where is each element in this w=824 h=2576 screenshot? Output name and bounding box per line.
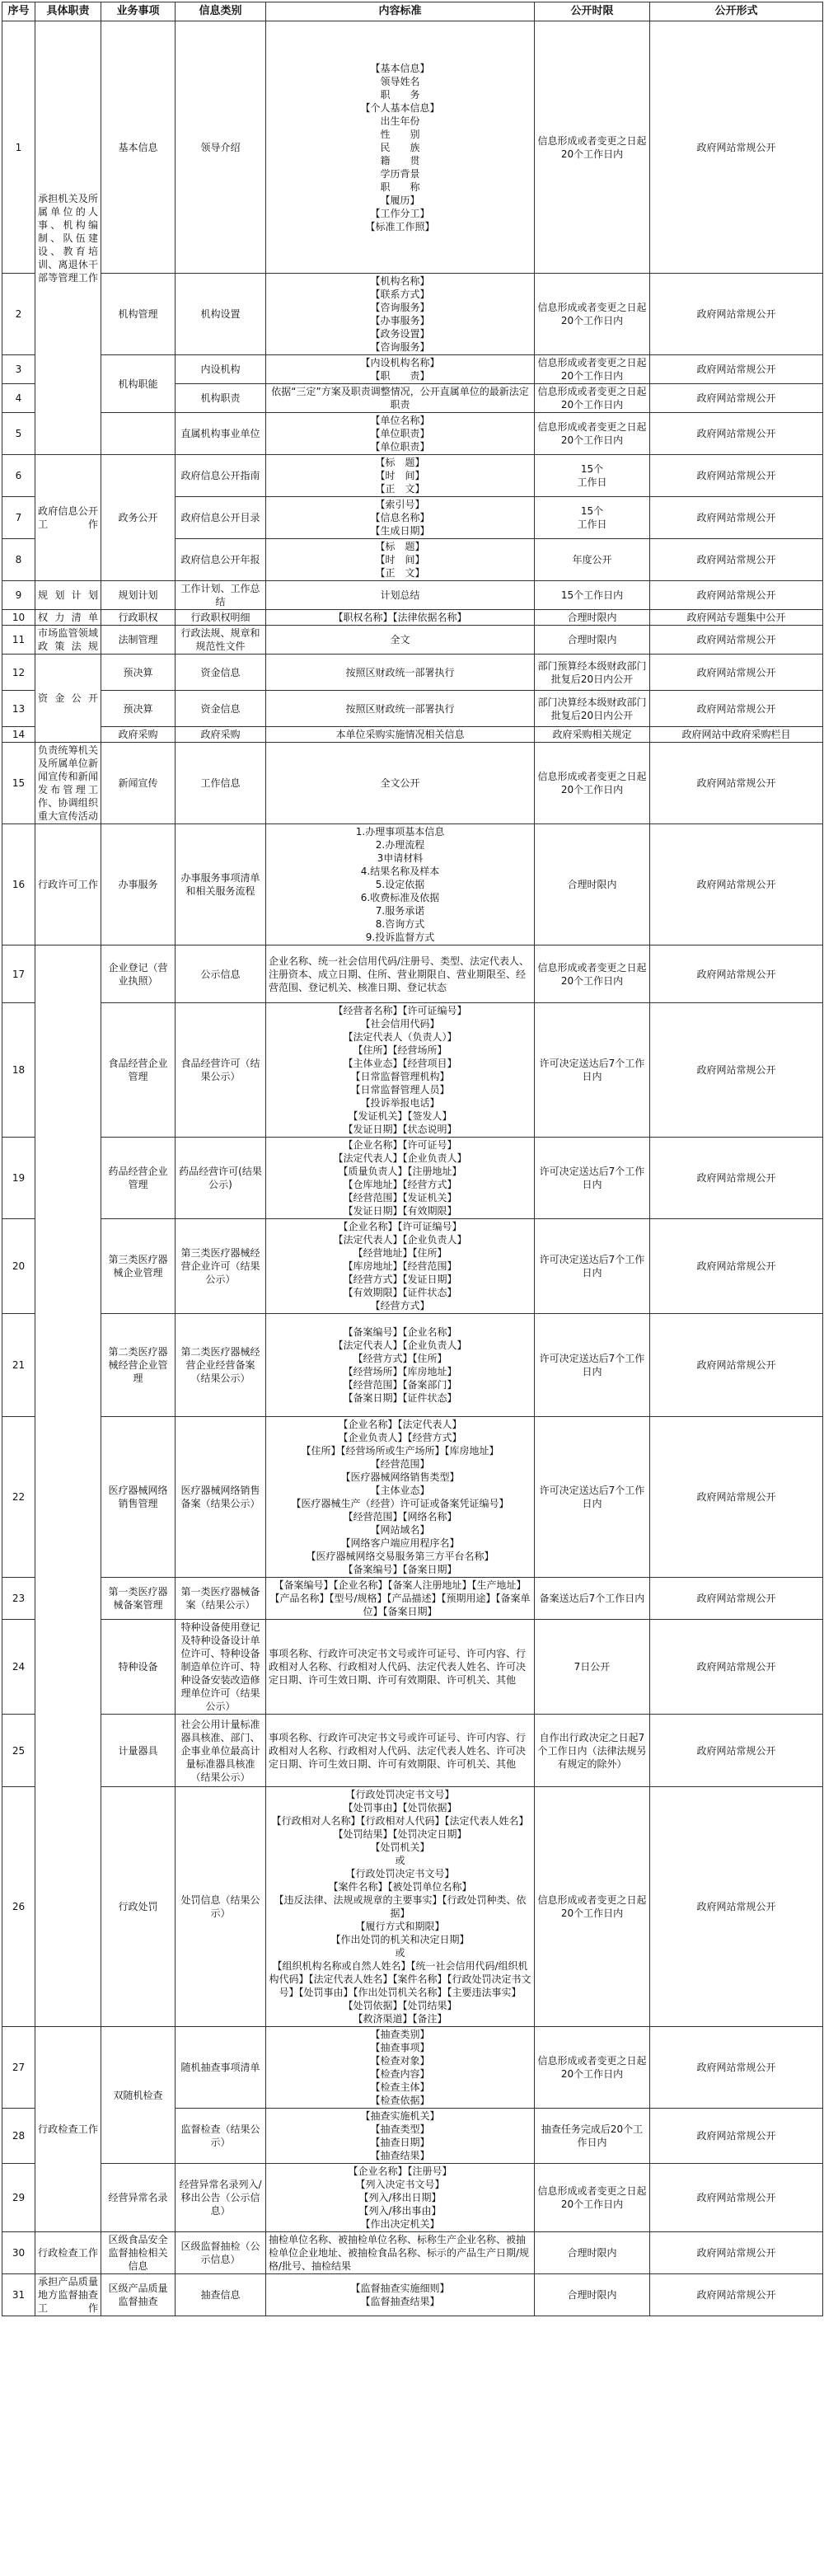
disclosure-form-cell: 政府网站常规公开 bbox=[650, 1003, 823, 1138]
time-limit-cell: 备案送达后7个工作日内 bbox=[535, 1578, 650, 1620]
table-row bbox=[2, 945, 823, 1003]
time-limit-cell: 年度公开 bbox=[535, 539, 650, 581]
content-standard-cell: 事项名称、行政许可决定书文号或许可证号、许可内容、行政相对人名称、行政相对人代码、法定代表人姓名、许可决定日期、许可生效日期、许可有效期限、许可机关、其他 bbox=[266, 1715, 535, 1787]
info-category-cell: 药品经营许可(结果公示) bbox=[176, 1138, 266, 1219]
info-category-cell: 机构设置 bbox=[176, 274, 266, 355]
row-number: 21 bbox=[2, 1314, 35, 1417]
row-number: 24 bbox=[2, 1620, 35, 1715]
content-standard-cell: 【企业名称】【法定代表人】 【企业负责人】【经营方式】 【住所】【经营场所或生产场所】【库房地址】 【经营范围】 【医疗器械网络销售类型】 【主体业态】 【医疗器械生产（经营）许可证或备案凭证编号】 【经营范围】【网络名称】 【网站域名】 【网络客户端应用程序名】 【医疗器械网络交易服务第三方平台名称】 【备案编号】【备案日期】 bbox=[266, 1417, 535, 1578]
business-item-cell: 行政处罚 bbox=[101, 1787, 176, 2027]
business-item-cell: 规划计划 bbox=[101, 581, 176, 610]
content-standard-cell: 【企业名称】【许可证号】 【法定代表人】【企业负责人】 【质量负责人】【注册地址】 【仓库地址】【经营方式】 【经营范围】【发证机关】 【发证日期】【有效期限】 bbox=[266, 1138, 535, 1219]
time-limit-cell: 15个 工作日 bbox=[535, 497, 650, 539]
business-item-cell: 区级产品质量监督抽查 bbox=[101, 2274, 176, 2316]
table-row bbox=[2, 1417, 823, 1578]
info-category-cell: 区级监督抽检（公示信息） bbox=[176, 2232, 266, 2274]
duty-cell: 政府信息公开工作 bbox=[35, 455, 101, 581]
content-standard-cell: 按照区财政统一部署执行 bbox=[266, 655, 535, 691]
info-category-cell: 工作计划、工作总结 bbox=[176, 581, 266, 610]
content-standard-cell: 【备案编号】【企业名称】【备案人注册地址】【生产地址】【产品名称】【型号/规格】【产品描述】【预期用途】【备案单位】【备案日期】 bbox=[266, 1578, 535, 1620]
disclosure-form-cell: 政府网站常规公开 bbox=[650, 21, 823, 274]
business-item-cell bbox=[101, 413, 176, 455]
row-number: 18 bbox=[2, 1003, 35, 1138]
table-row bbox=[2, 1578, 823, 1620]
header-form: 公开形式 bbox=[650, 2, 823, 21]
time-limit-cell: 信息形成或者变更之日起20个工作日内 bbox=[535, 413, 650, 455]
info-category-cell: 食品经营许可（结果公示） bbox=[176, 1003, 266, 1138]
info-category-cell: 工作信息 bbox=[176, 743, 266, 824]
disclosure-table bbox=[2, 2, 823, 2316]
time-limit-cell: 合理时限内 bbox=[535, 610, 650, 626]
row-number: 17 bbox=[2, 945, 35, 1003]
row-number: 28 bbox=[2, 2109, 35, 2164]
disclosure-form-cell: 政府网站常规公开 bbox=[650, 2109, 823, 2164]
table-row bbox=[2, 274, 823, 355]
info-category-cell: 机构职责 bbox=[176, 384, 266, 413]
business-item-cell: 第二类医疗器械经营企业管理 bbox=[101, 1314, 176, 1417]
duty-cell: 行政检查工作 bbox=[35, 2027, 101, 2232]
info-category-cell: 行政法规、规章和规范性文件 bbox=[176, 626, 266, 655]
disclosure-form-cell: 政府网站常规公开 bbox=[650, 655, 823, 691]
row-number: 1 bbox=[2, 21, 35, 274]
row-number: 6 bbox=[2, 455, 35, 497]
disclosure-form-cell: 政府网站常规公开 bbox=[650, 413, 823, 455]
time-limit-cell: 15个 工作日 bbox=[535, 455, 650, 497]
disclosure-form-cell: 政府网站常规公开 bbox=[650, 2164, 823, 2232]
content-standard-cell: 【企业名称】【许可证编号】 【法定代表人】【企业负责人】 【经营地址】【住所】 【库房地址】【经营范围】 【经营方式】【发证日期】 【有效期限】【证件状态】 【经营方式】 bbox=[266, 1219, 535, 1314]
table-row bbox=[2, 1138, 823, 1219]
disclosure-form-cell: 政府网站常规公开 bbox=[650, 539, 823, 581]
time-limit-cell: 信息形成或者变更之日起20个工作日内 bbox=[535, 274, 650, 355]
time-limit-cell: 信息形成或者变更之日起20个工作日内 bbox=[535, 355, 650, 384]
table-row bbox=[2, 355, 823, 384]
row-number: 7 bbox=[2, 497, 35, 539]
table-row bbox=[2, 655, 823, 691]
info-category-cell: 直属机构事业单位 bbox=[176, 413, 266, 455]
info-category-cell: 监督检查（结果公示） bbox=[176, 2109, 266, 2164]
content-standard-cell: 【单位名称】 【单位职责】 【单位职责】 bbox=[266, 413, 535, 455]
info-category-cell: 特种设备使用登记及特种设备设计单位许可、特种设备制造单位许可、特种设备安装改造修理单位许可（结果公示） bbox=[176, 1620, 266, 1715]
business-item-cell: 特种设备 bbox=[101, 1620, 176, 1715]
time-limit-cell: 自作出行政决定之日起7个工作日内（法律法规另有规定的除外） bbox=[535, 1715, 650, 1787]
disclosure-form-cell: 政府网站常规公开 bbox=[650, 626, 823, 655]
table-row bbox=[2, 743, 823, 824]
disclosure-form-cell: 政府网站常规公开 bbox=[650, 497, 823, 539]
table-row bbox=[2, 1219, 823, 1314]
disclosure-form-cell: 政府网站常规公开 bbox=[650, 355, 823, 384]
table-row bbox=[2, 2164, 823, 2232]
info-category-cell: 随机抽查事项清单 bbox=[176, 2027, 266, 2109]
disclosure-form-cell: 政府网站专题集中公开 bbox=[650, 610, 823, 626]
row-number: 12 bbox=[2, 655, 35, 691]
business-item-cell: 第一类医疗器械备案管理 bbox=[101, 1578, 176, 1620]
duty-cell: 行政检查工作 bbox=[35, 2232, 101, 2274]
business-item-cell: 医疗器械网络销售管理 bbox=[101, 1417, 176, 1578]
table-header-row bbox=[2, 2, 823, 21]
header-content: 内容标准 bbox=[266, 2, 535, 21]
table-row bbox=[2, 1715, 823, 1787]
time-limit-cell: 部门决算经本级财政部门批复后20日内公开 bbox=[535, 691, 650, 727]
content-standard-cell: 本单位采购实施情况相关信息 bbox=[266, 727, 535, 743]
content-standard-cell: 【基本信息】 领导姓名 职 务 【个人基本信息】 出生年份 性 别 民 族 籍 贯 学历背景 职 称 【履历】 【工作分工】 【标准工作照】 bbox=[266, 21, 535, 274]
time-limit-cell: 信息形成或者变更之日起20个工作日内 bbox=[535, 2164, 650, 2232]
table-row bbox=[2, 1003, 823, 1138]
disclosure-form-cell: 政府网站常规公开 bbox=[650, 1314, 823, 1417]
info-category-cell: 第二类医疗器械经营企业经营备案（结果公示） bbox=[176, 1314, 266, 1417]
content-standard-cell: 【抽查类别】 【抽查事项】 【检查对象】 【检查内容】 【检查主体】 【检查依据】 bbox=[266, 2027, 535, 2109]
business-item-cell: 企业登记（营业执照） bbox=[101, 945, 176, 1003]
info-category-cell: 第三类医疗器械经营企业许可（结果公示） bbox=[176, 1219, 266, 1314]
business-item-cell: 基本信息 bbox=[101, 21, 176, 274]
info-category-cell: 内设机构 bbox=[176, 355, 266, 384]
content-standard-cell: 抽检单位名称、被抽检单位名称、标称生产企业名称、被抽检单位企业地址、被抽检食品名称、标示的产品生产日期/规格/批号、抽检结果 bbox=[266, 2232, 535, 2274]
time-limit-cell: 许可决定送达后7个工作日内 bbox=[535, 1003, 650, 1138]
time-limit-cell: 许可决定送达后7个工作日内 bbox=[535, 1417, 650, 1578]
duty-cell bbox=[35, 945, 101, 2027]
content-standard-cell: 【监督抽查实施细则】 【监督抽查结果】 bbox=[266, 2274, 535, 2316]
row-number: 25 bbox=[2, 1715, 35, 1787]
disclosure-form-cell: 政府网站常规公开 bbox=[650, 384, 823, 413]
duty-cell: 行政许可工作 bbox=[35, 824, 101, 945]
time-limit-cell: 许可决定送达后7个工作日内 bbox=[535, 1314, 650, 1417]
disclosure-form-cell: 政府网站常规公开 bbox=[650, 945, 823, 1003]
disclosure-form-cell: 政府网站常规公开 bbox=[650, 2232, 823, 2274]
content-standard-cell: 【抽查实施机关】 【抽查类型】 【抽查日期】 【抽查结果】 bbox=[266, 2109, 535, 2164]
content-standard-cell: 【内设机构名称】 【职 责】 bbox=[266, 355, 535, 384]
time-limit-cell: 合理时限内 bbox=[535, 626, 650, 655]
info-category-cell: 领导介绍 bbox=[176, 21, 266, 274]
content-standard-cell: 全文公开 bbox=[266, 743, 535, 824]
content-standard-cell: 1.办理事项基本信息 2.办理流程 3申请材料 4.结果名称及样本 5.设定依据 6.收费标准及依据 7.服务承诺 8.咨询方式 9.投诉监督方式 bbox=[266, 824, 535, 945]
business-item-cell: 预决算 bbox=[101, 691, 176, 727]
business-item-cell: 法制管理 bbox=[101, 626, 176, 655]
row-number: 30 bbox=[2, 2232, 35, 2274]
time-limit-cell: 信息形成或者变更之日起20个工作日内 bbox=[535, 945, 650, 1003]
business-item-cell: 区级食品安全监督抽检相关信息 bbox=[101, 2232, 176, 2274]
row-number: 4 bbox=[2, 384, 35, 413]
business-item-cell: 政务公开 bbox=[101, 455, 176, 581]
disclosure-form-cell: 政府网站常规公开 bbox=[650, 691, 823, 727]
disclosure-form-cell: 政府网站常规公开 bbox=[650, 824, 823, 945]
info-category-cell: 政府信息公开年报 bbox=[176, 539, 266, 581]
time-limit-cell: 许可决定送达后7个工作日内 bbox=[535, 1138, 650, 1219]
business-item-cell: 双随机检查 bbox=[101, 2027, 176, 2164]
header-item: 业务事项 bbox=[101, 2, 176, 21]
disclosure-form-cell: 政府网站常规公开 bbox=[650, 2274, 823, 2316]
content-standard-cell: 【机构名称】 【联系方式】 【咨询服务】 【办事服务】 【政务设置】 【咨询服务】 bbox=[266, 274, 535, 355]
table-row bbox=[2, 2274, 823, 2316]
row-number: 23 bbox=[2, 1578, 35, 1620]
table-row bbox=[2, 727, 823, 743]
info-category-cell: 资金信息 bbox=[176, 691, 266, 727]
business-item-cell: 办事服务 bbox=[101, 824, 176, 945]
disclosure-form-cell: 政府网站常规公开 bbox=[650, 1620, 823, 1715]
info-category-cell: 资金信息 bbox=[176, 655, 266, 691]
time-limit-cell: 信息形成或者变更之日起20个工作日内 bbox=[535, 1787, 650, 2027]
disclosure-form-cell: 政府网站常规公开 bbox=[650, 1417, 823, 1578]
time-limit-cell: 信息形成或者变更之日起20个工作日内 bbox=[535, 743, 650, 824]
info-category-cell: 社会公用计量标准器具核准、部门、企事业单位最高计量标准器具核准（结果公示） bbox=[176, 1715, 266, 1787]
business-item-cell: 食品经营企业管理 bbox=[101, 1003, 176, 1138]
disclosure-form-cell: 政府网站常规公开 bbox=[650, 1578, 823, 1620]
table-row bbox=[2, 824, 823, 945]
time-limit-cell: 抽查任务完成后20个工作日内 bbox=[535, 2109, 650, 2164]
time-limit-cell: 信息形成或者变更之日起20个工作日内 bbox=[535, 384, 650, 413]
header-no: 序号 bbox=[2, 2, 35, 21]
table-row bbox=[2, 610, 823, 626]
info-category-cell: 行政职权明细 bbox=[176, 610, 266, 626]
row-number: 3 bbox=[2, 355, 35, 384]
row-number: 8 bbox=[2, 539, 35, 581]
info-category-cell: 政府信息公开指南 bbox=[176, 455, 266, 497]
time-limit-cell: 7日公开 bbox=[535, 1620, 650, 1715]
content-standard-cell: 【职权名称】【法律依据名称】 bbox=[266, 610, 535, 626]
disclosure-form-cell: 政府网站常规公开 bbox=[650, 743, 823, 824]
table-row bbox=[2, 2027, 823, 2109]
info-category-cell: 经营异常名录列入/移出公告（公示信息） bbox=[176, 2164, 266, 2232]
info-category-cell: 医疗器械网络销售备案（结果公示） bbox=[176, 1417, 266, 1578]
disclosure-form-cell: 政府网站常规公开 bbox=[650, 1715, 823, 1787]
info-category-cell: 处罚信息（结果公示） bbox=[176, 1787, 266, 2027]
content-standard-cell: 【标 题】 【时 间】 【正 文】 bbox=[266, 539, 535, 581]
row-number: 26 bbox=[2, 1787, 35, 2027]
time-limit-cell: 15个工作日内 bbox=[535, 581, 650, 610]
business-item-cell: 计量器具 bbox=[101, 1715, 176, 1787]
disclosure-form-cell: 政府网站常规公开 bbox=[650, 581, 823, 610]
disclosure-form-cell: 政府网站常规公开 bbox=[650, 2027, 823, 2109]
row-number: 20 bbox=[2, 1219, 35, 1314]
duty-cell: 市场监管领域政策法规 bbox=[35, 626, 101, 655]
table-row bbox=[2, 1620, 823, 1715]
content-standard-cell: 【行政处罚决定书文号】 【处罚事由】【处罚依据】 【行政相对人名称】【行政相对人代码】【法定代表人姓名】 【处罚结果】【处罚决定日期】 【处罚机关】 或 【行政处罚决定书文号】 【案件名称】【被处罚单位名称】 【违反法律、法规或规章的主要事实】【行政处罚种类、依据】 【履行方式和期限】 【作出处罚的机关和决定日期】 或 【组织机构名称或自然人姓名】【统一社会信用代码/组织机构代码】【法定代表人姓名】【案件名称】【行政处罚决定书文号】【处罚事由】【作出处罚机关名称】【主要违法事实】 【处罚依据】【处罚结果】 【救济渠道】【备注】 bbox=[266, 1787, 535, 2027]
time-limit-cell: 许可决定送达后7个工作日内 bbox=[535, 1219, 650, 1314]
row-number: 10 bbox=[2, 610, 35, 626]
disclosure-form-cell: 政府网站中政府采购栏目 bbox=[650, 727, 823, 743]
content-standard-cell: 【标 题】 【时 间】 【正 文】 bbox=[266, 455, 535, 497]
content-standard-cell: 按照区财政统一部署执行 bbox=[266, 691, 535, 727]
row-number: 15 bbox=[2, 743, 35, 824]
header-time-limit: 公开时限 bbox=[535, 2, 650, 21]
row-number: 11 bbox=[2, 626, 35, 655]
business-item-cell: 预决算 bbox=[101, 655, 176, 691]
content-standard-cell: 事项名称、行政许可决定书文号或许可证号、许可内容、行政相对人名称、行政相对人代码、法定代表人姓名、许可决定日期、许可生效日期、许可有效期限、许可机关、其他 bbox=[266, 1620, 535, 1715]
time-limit-cell: 信息形成或者变更之日起20个工作日内 bbox=[535, 2027, 650, 2109]
disclosure-form-cell: 政府网站常规公开 bbox=[650, 455, 823, 497]
content-standard-cell: 【备案编号】【企业名称】 【法定代表人】【企业负责人】 【经营方式】【住所】 【经营场所】【库房地址】 【经营范围】【备案部门】 【备案日期】【证件状态】 bbox=[266, 1314, 535, 1417]
table-row bbox=[2, 626, 823, 655]
table-row bbox=[2, 413, 823, 455]
time-limit-cell: 政府采购相关规定 bbox=[535, 727, 650, 743]
content-standard-cell: 企业名称、统一社会信用代码/注册号、类型、法定代表人、注册资本、成立日期、住所、营业期限自、营业期限至、经营范围、登记机关、核准日期、登记状态 bbox=[266, 945, 535, 1003]
time-limit-cell: 合理时限内 bbox=[535, 2232, 650, 2274]
business-item-cell: 机构管理 bbox=[101, 274, 176, 355]
header-duty: 具体职责 bbox=[35, 2, 101, 21]
table-row bbox=[2, 691, 823, 727]
business-item-cell: 第三类医疗器械企业管理 bbox=[101, 1219, 176, 1314]
duty-cell: 权力清单 bbox=[35, 610, 101, 626]
disclosure-form-cell: 政府网站常规公开 bbox=[650, 1138, 823, 1219]
table-row bbox=[2, 1787, 823, 2027]
table-row bbox=[2, 455, 823, 497]
content-standard-cell: 计划总结 bbox=[266, 581, 535, 610]
duty-cell: 负责统筹机关及所属单位新闻宣传和新闻发布管理工作、协调组织重大宣传活动 bbox=[35, 743, 101, 824]
table-row bbox=[2, 581, 823, 610]
info-category-cell: 抽查信息 bbox=[176, 2274, 266, 2316]
row-number: 16 bbox=[2, 824, 35, 945]
duty-cell: 承担机关及所属单位的人事、机构编制、队伍建设、教育培训、离退休干部等管理工作 bbox=[35, 21, 101, 455]
time-limit-cell: 合理时限内 bbox=[535, 824, 650, 945]
disclosure-form-cell: 政府网站常规公开 bbox=[650, 1219, 823, 1314]
disclosure-form-cell: 政府网站常规公开 bbox=[650, 274, 823, 355]
row-number: 2 bbox=[2, 274, 35, 355]
content-standard-cell: 依据“三定”方案及职责调整情况，公开直属单位的最新法定职责 bbox=[266, 384, 535, 413]
row-number: 13 bbox=[2, 691, 35, 727]
info-category-cell: 政府信息公开目录 bbox=[176, 497, 266, 539]
table-row bbox=[2, 21, 823, 274]
duty-cell: 承担产品质量地方监督抽查工作 bbox=[35, 2274, 101, 2316]
business-item-cell: 新闻宣传 bbox=[101, 743, 176, 824]
business-item-cell: 药品经营企业管理 bbox=[101, 1138, 176, 1219]
info-category-cell: 办事服务事项清单和相关服务流程 bbox=[176, 824, 266, 945]
time-limit-cell: 信息形成或者变更之日起20个工作日内 bbox=[535, 21, 650, 274]
row-number: 14 bbox=[2, 727, 35, 743]
header-category: 信息类别 bbox=[176, 2, 266, 21]
duty-cell: 规划计划 bbox=[35, 581, 101, 610]
time-limit-cell: 合理时限内 bbox=[535, 2274, 650, 2316]
duty-cell: 资金公开 bbox=[35, 655, 101, 743]
time-limit-cell: 部门预算经本级财政部门批复后20日内公开 bbox=[535, 655, 650, 691]
row-number: 31 bbox=[2, 2274, 35, 2316]
content-standard-cell: 【索引号】 【信息名称】 【生成日期】 bbox=[266, 497, 535, 539]
row-number: 5 bbox=[2, 413, 35, 455]
row-number: 29 bbox=[2, 2164, 35, 2232]
row-number: 19 bbox=[2, 1138, 35, 1219]
business-item-cell: 机构职能 bbox=[101, 355, 176, 413]
business-item-cell: 经营异常名录 bbox=[101, 2164, 176, 2232]
disclosure-form-cell: 政府网站常规公开 bbox=[650, 1787, 823, 2027]
business-item-cell: 行政职权 bbox=[101, 610, 176, 626]
row-number: 9 bbox=[2, 581, 35, 610]
row-number: 22 bbox=[2, 1417, 35, 1578]
row-number: 27 bbox=[2, 2027, 35, 2109]
info-category-cell: 政府采购 bbox=[176, 727, 266, 743]
content-standard-cell: 【经营者名称】【许可证编号】 【社会信用代码】 【法定代表人（负责人）】 【住所】【经营场所】 【主体业态】【经营项目】 【日常监督管理机构】 【日常监督管理人员】 【投诉举报电话】 【发证机关】【签发人】 【发证日期】【状态说明】 bbox=[266, 1003, 535, 1138]
content-standard-cell: 【企业名称】【注册号】 【列入决定书文号】 【列入/移出日期】 【列入/移出事由】 【作出决定机关】 bbox=[266, 2164, 535, 2232]
table-row bbox=[2, 1314, 823, 1417]
business-item-cell: 政府采购 bbox=[101, 727, 176, 743]
info-category-cell: 第一类医疗器械备案（结果公示） bbox=[176, 1578, 266, 1620]
content-standard-cell: 全文 bbox=[266, 626, 535, 655]
info-category-cell: 公示信息 bbox=[176, 945, 266, 1003]
table-row bbox=[2, 2232, 823, 2274]
table-body bbox=[2, 21, 823, 2316]
